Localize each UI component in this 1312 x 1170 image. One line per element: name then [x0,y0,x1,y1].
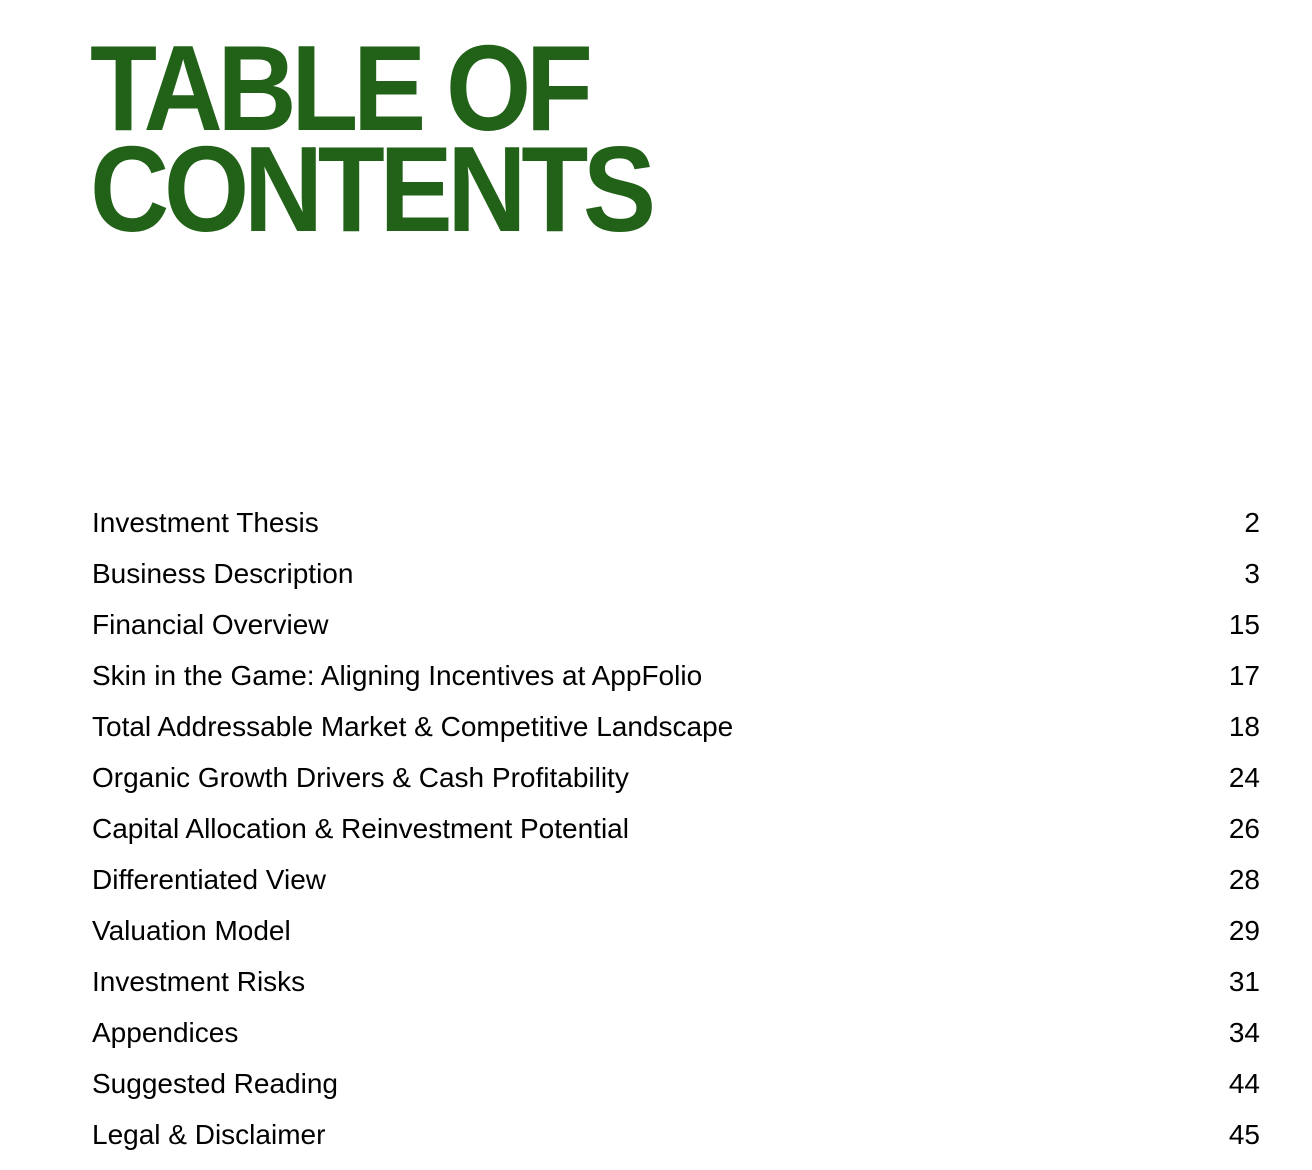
toc-entry[interactable] [92,905,1260,956]
toc-entry-label: Investment Risks [92,965,306,997]
toc-entry-label: Valuation Model [92,914,291,946]
toc-entry-page: 2 [1244,506,1260,538]
toc-entry[interactable] [92,1058,1260,1109]
toc-entry-label: Differentiated View [92,863,326,895]
toc-entry-page: 26 [1228,812,1260,844]
toc-entry-label: Business Description [92,557,354,589]
toc-entry-page: 17 [1228,659,1260,691]
toc-entry-page: 29 [1228,914,1260,946]
toc-entry-page: 18 [1228,710,1260,742]
page-title [90,20,651,257]
toc-entry-page: 28 [1228,863,1260,895]
toc-entry[interactable] [92,956,1260,1007]
toc-entry-page: 31 [1228,965,1260,997]
toc-entry[interactable] [92,1007,1260,1058]
toc-entry[interactable] [92,599,1260,650]
toc-entry[interactable] [92,752,1260,803]
toc-entry[interactable] [92,854,1260,905]
toc-entry[interactable] [92,1109,1260,1160]
toc-entry-label: Organic Growth Drivers & Cash Profitability [92,761,629,793]
toc-entry[interactable] [92,803,1260,854]
toc-entry-page: 44 [1228,1067,1260,1099]
toc-entry-label: Appendices [92,1016,239,1048]
toc-entry-label: Total Addressable Market & Competitive Landscape [92,710,734,742]
page-title-line-2: CONTENTS [90,121,651,257]
toc-entry-page: 45 [1228,1118,1260,1150]
toc-entry[interactable] [92,650,1260,701]
toc-entry-label: Legal & Disclaimer [92,1118,326,1150]
toc-entry-label: Suggested Reading [92,1067,338,1099]
toc-entry-label: Skin in the Game: Aligning Incentives at AppFolio [92,659,703,691]
table-of-contents-list [92,497,1260,1160]
toc-entry-page: 3 [1244,557,1260,589]
toc-entry-label: Investment Thesis [92,506,319,538]
toc-entry[interactable] [92,548,1260,599]
toc-entry-page: 15 [1228,608,1260,640]
toc-entry-label: Capital Allocation & Reinvestment Potential [92,812,629,844]
toc-entry-label: Financial Overview [92,608,329,640]
toc-entry-page: 34 [1228,1016,1260,1048]
toc-entry-page: 24 [1228,761,1260,793]
page-title-line-1: TABLE OF [90,20,588,156]
toc-entry[interactable] [92,497,1260,548]
toc-entry[interactable] [92,701,1260,752]
